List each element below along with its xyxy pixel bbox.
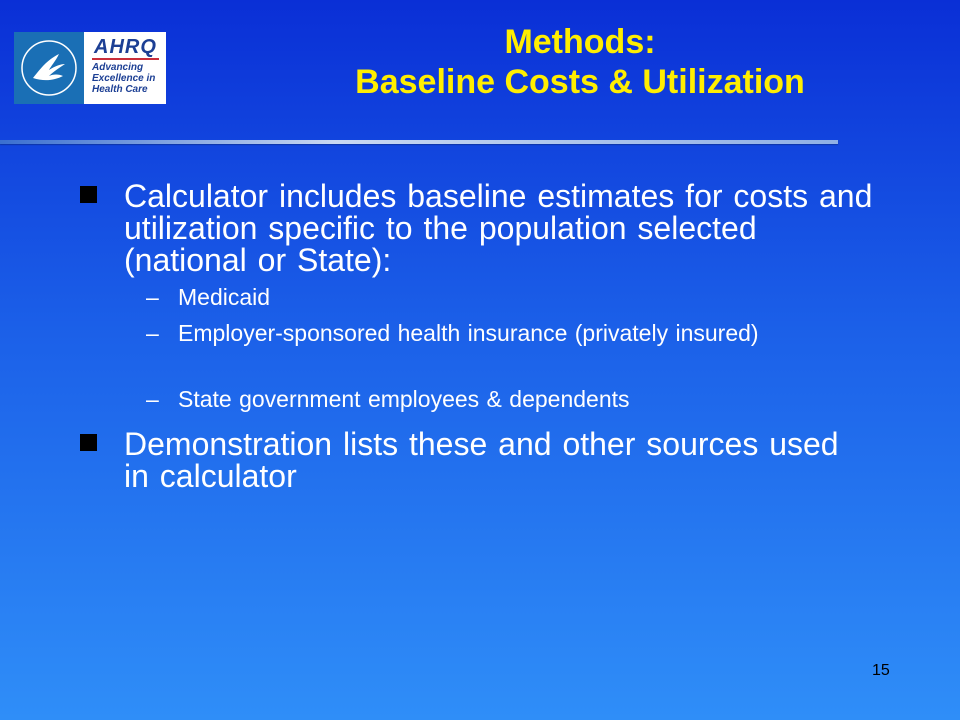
sub-bullet-text: Medicaid xyxy=(178,284,271,310)
dash-bullet-icon: – xyxy=(146,386,159,412)
sub-bullet-text: Employer-sponsored health insurance (privately insured) xyxy=(178,320,759,346)
bullet-text: Demonstration lists these and other sources used in calculator xyxy=(124,426,839,494)
page-number: 15 xyxy=(872,662,890,679)
dash-bullet-icon: – xyxy=(146,320,159,346)
square-bullet-icon xyxy=(80,186,97,203)
sub-bullet-text: State government employees & dependents xyxy=(178,386,630,412)
ahrq-tagline: Advancing Excellence in Health Care xyxy=(92,62,156,95)
hhs-eagle-icon xyxy=(14,32,86,104)
ahrq-logo xyxy=(86,32,166,104)
slide-title xyxy=(200,22,960,102)
ahrq-hhs-logo xyxy=(14,32,166,104)
slide-title-line1: Methods: xyxy=(504,23,656,61)
square-bullet-icon xyxy=(80,434,97,451)
ahrq-wordmark: AHRQ xyxy=(94,36,157,58)
slide-title-line2: Baseline Costs & Utilization xyxy=(355,63,805,101)
bullet-text: Calculator includes baseline estimates for costs and utilization specific to the population selected (national or State): xyxy=(124,178,873,278)
title-divider xyxy=(0,140,838,144)
dash-bullet-icon: – xyxy=(146,284,159,310)
